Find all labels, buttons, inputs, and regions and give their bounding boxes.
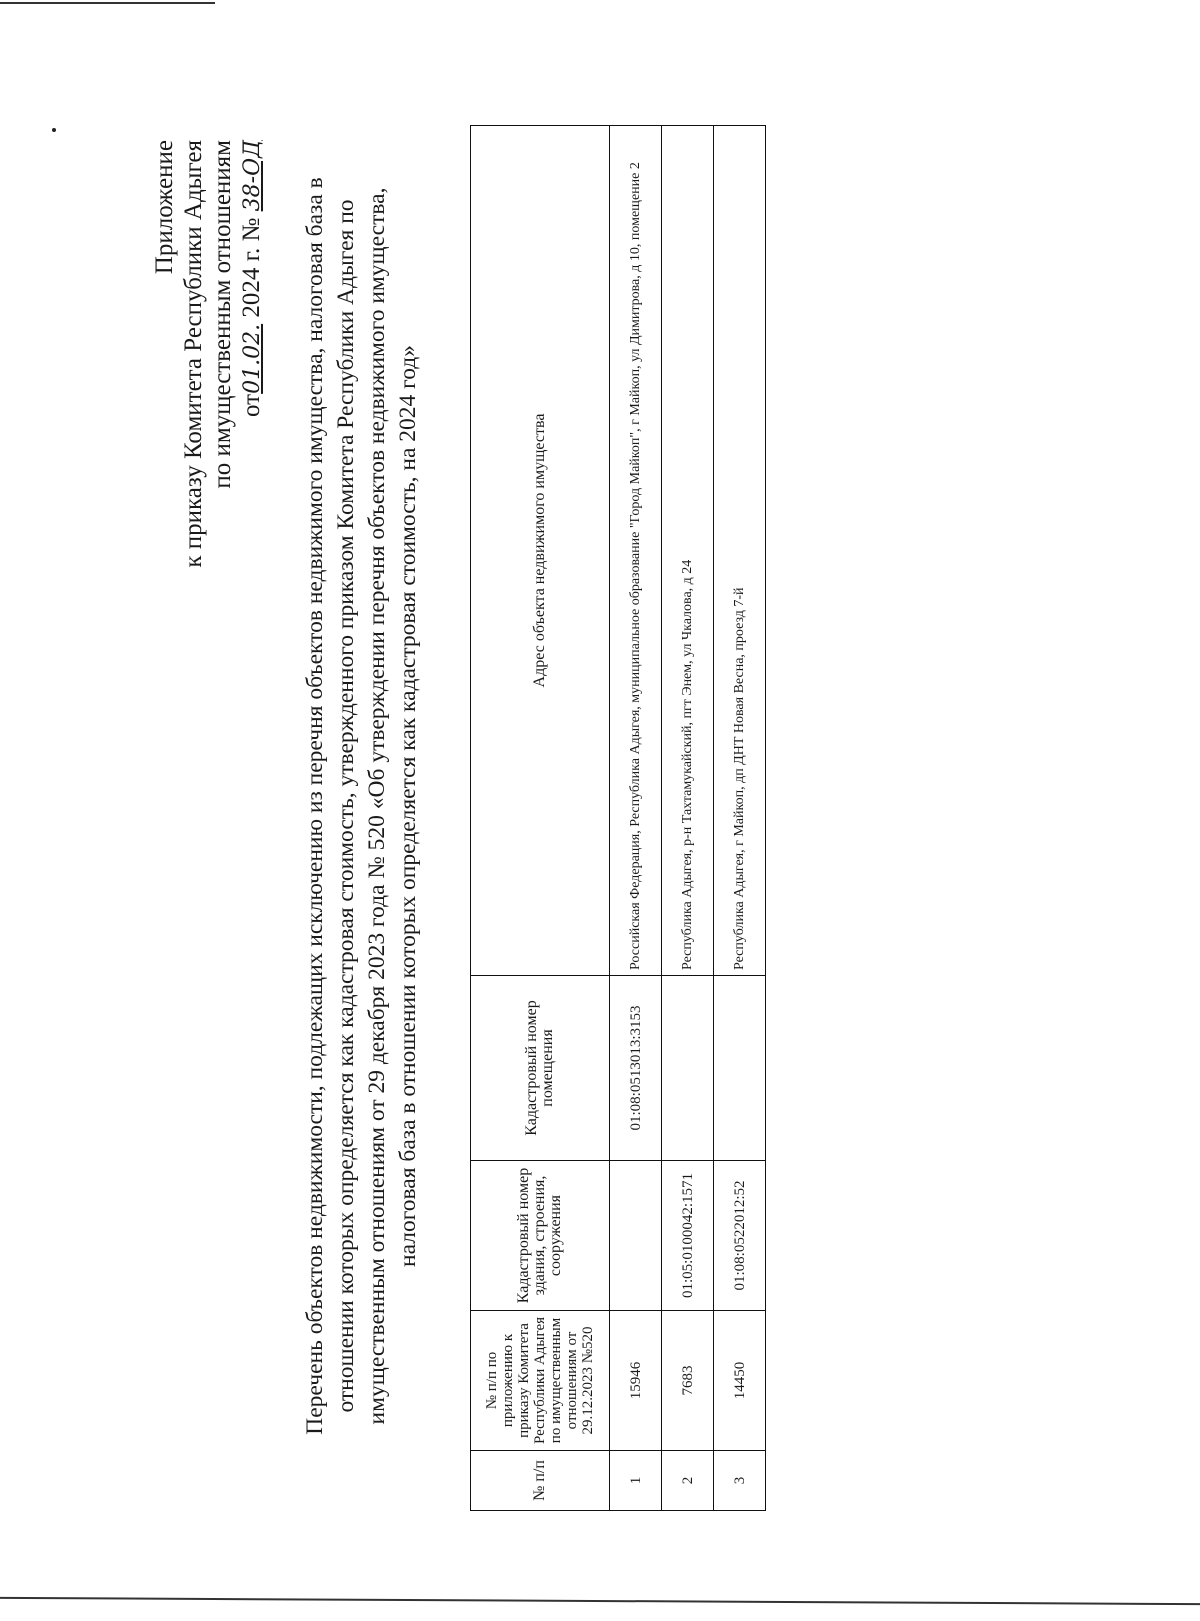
cell-address: Республика Адыгея, р-н Тахтамукайский, пгт Энем, ул Чкалова, д 24: [662, 126, 714, 976]
table-header-row: [471, 126, 610, 1511]
date-prefix: от: [238, 393, 265, 417]
appendix-date-line: [237, 140, 267, 568]
document-title: Перечень объектов недвижимости, подлежащих исключению из перечня объектов недвижимого имущества, налоговая база в отношении которых определяется как кадастровая стоимость, утвержденного приказом Комитета Республики Адыгея по имущественным отношениям от 29 декабря 2023 года № 520 «Об утверждении перечня объектов недвижимого имущества, налоговая база в отношении которых определяется как кадастровая стоимость, на 2024 год»: [302, 177, 421, 1435]
cell-building-cadastral: 01:05:0100042:1571: [662, 1161, 714, 1311]
cell-num: 3: [714, 1451, 766, 1511]
cell-room-cadastral: [662, 976, 714, 1161]
cell-ref: 14450: [714, 1311, 766, 1451]
cell-num: 2: [662, 1451, 714, 1511]
header-address: Адрес объекта недвижимого имущества: [471, 126, 610, 976]
header-building-cadastral: Кадастровый номер здания, строения, сооружения: [471, 1161, 610, 1311]
order-number: 38-ОД: [240, 140, 265, 212]
header-num: № п/п: [471, 1451, 610, 1511]
cell-address: Российская Федерация, Республика Адыгея, муниципальное образование "Город Майкоп", г Майкоп, ул Димитрова, д 10, помещение 2: [610, 126, 662, 976]
appendix-line-3: по имущественным отношениям: [209, 140, 236, 489]
table-row: [714, 126, 766, 1511]
property-table: [470, 125, 766, 1511]
date-day-month: 01.02.: [240, 323, 265, 394]
cell-room-cadastral: [714, 976, 766, 1161]
cell-num: 1: [610, 1451, 662, 1511]
cell-ref: 7683: [662, 1311, 714, 1451]
appendix-line-2: к приказу Комитета Республики Адыгея: [180, 140, 207, 568]
appendix-header: [150, 140, 267, 568]
cell-ref: 15946: [610, 1311, 662, 1451]
date-year: 2024 г. №: [238, 217, 265, 318]
table-row: [610, 126, 662, 1511]
table-row: [662, 126, 714, 1511]
cell-building-cadastral: [610, 1161, 662, 1311]
header-ref: № п/п по приложению к приказу Комитета Республики Адыгея по имущественным отношениям от 29.12.2023 №520: [471, 1311, 610, 1451]
cell-building-cadastral: 01:08:0522012:52: [714, 1161, 766, 1311]
cell-address: Республика Адыгея, г Майкоп, дп ДНТ Новая Весна, проезд 7-й: [714, 126, 766, 976]
appendix-line-1: Приложение: [151, 140, 178, 275]
header-room-cadastral: Кадастровый номер помещения: [471, 976, 610, 1161]
cell-room-cadastral: 01:08:0513013:3153: [610, 976, 662, 1161]
